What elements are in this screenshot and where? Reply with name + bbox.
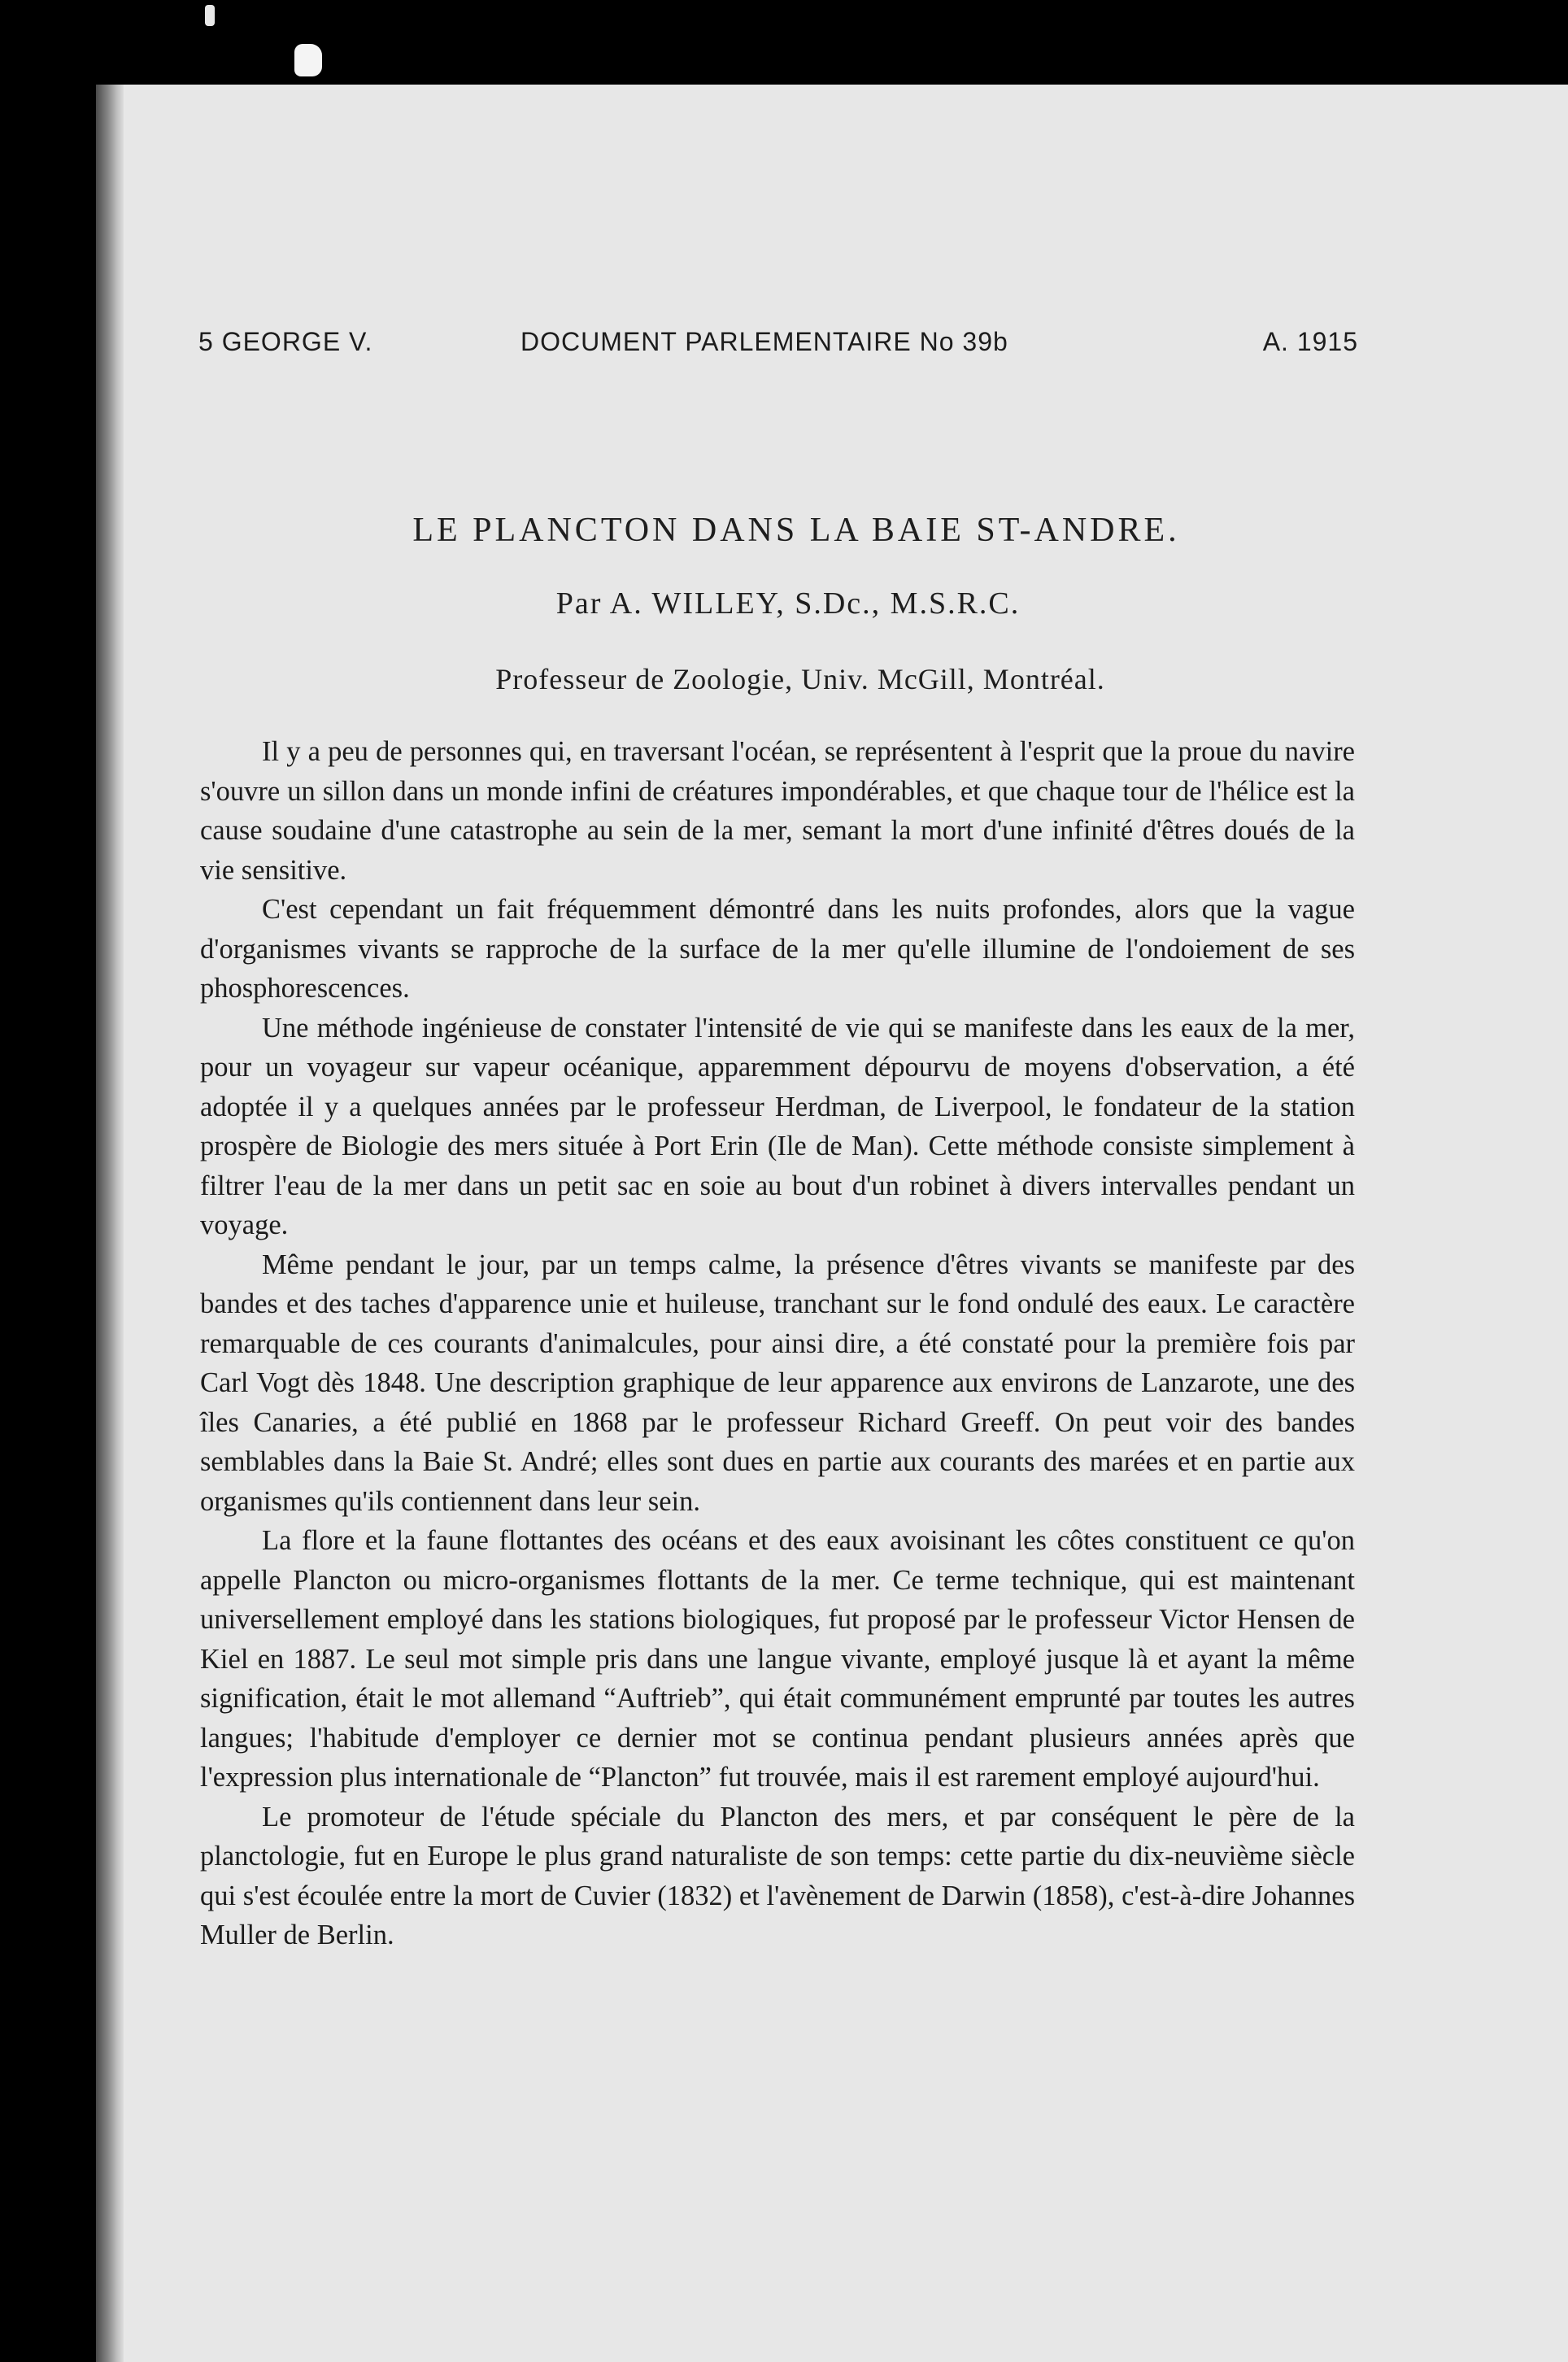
body-paragraph: Le promoteur de l'étude spéciale du Plancton des mers, et par conséquent le père de la planctologie, fut en Europe le plus grand naturaliste de son temps: cette partie du dix-neuvième siècle qui s'est écoulée entre la mort de Cuvier (1832) et l'avènement de Darwin (1858), c'est-à-dire Johannes Muller de Berlin.: [200, 1801, 1355, 1950]
body-paragraph: Il y a peu de personnes qui, en traversant l'océan, se représentent à l'esprit que la proue du navire s'ouvre un sillon dans un monde infini de créatures impondérables, et que chaque tour de l'hélice est la cause soudaine d'une catastrophe au sein de la mer, semant la mort d'une infinité d'êtres doués de la vie sensitive.: [200, 736, 1355, 886]
header-session: 5 GEORGE V.: [198, 327, 373, 356]
film-artifact-mark: [294, 44, 322, 76]
header-document-title: DOCUMENT PARLEMENTAIRE No 39b: [520, 327, 1008, 356]
body-paragraph: Une méthode ingénieuse de constater l'intensité de vie qui se manifeste dans les eaux de la mer, pour un voyageur sur vapeur océanique, apparemment dépourvu de moyens d'observation, a été adoptée il y a quelques années par le professeur Herdman, de Liverpool, le fondateur de la station prospère de Biologie des mers située à Port Erin (Ile de Man). Cette méthode consiste simplement à filtrer l'eau de la mer dans un petit sac en soie au bout d'un robinet à divers intervalles pendant un voyage.: [200, 1012, 1355, 1240]
article-title: LE PLANCTON DANS LA BAIE ST-ANDRE.: [412, 512, 1180, 549]
body-paragraph: C'est cependant un fait fréquemment démontré dans les nuits profondes, alors que la vague d'organismes vivants se rapproche de la surface de la mer qu'elle illumine de l'ondoiement de ses phosphorescences.: [200, 894, 1355, 1004]
film-artifact-mark: [205, 5, 215, 26]
body-paragraph: La flore et la faune flottantes des océans et des eaux avoisinant les côtes constituent ce qu'on appelle Plancton ou micro-organismes flottants de la mer. Ce terme technique, qui est maintenant universellement employé dans les stations biologiques, fut proposé par le professeur Victor Hensen de Kiel en 1887. Le seul mot simple pris dans une langue vivante, employé jusque là et ayant la même signification, était le mot allemand “Auftrieb”, qui était communément emprunté par toutes les autres langues; l'habitude d'employer ce dernier mot se continua pendant plusieurs années après que l'expression plus internationale de “Plancton” fut trouvée, mais il est rarement employé aujourd'hui.: [200, 1525, 1355, 1793]
article-author: Par A. WILLEY, S.Dc., M.S.R.C.: [555, 586, 1021, 621]
page-binding-edge: [96, 85, 124, 2362]
running-header: [198, 327, 1358, 376]
body-paragraph: Même pendant le jour, par un temps calme, la présence d'êtres vivants se manifeste par des bandes et des taches d'apparence unie et huileuse, tranchant sur le fond ondulé des eaux. Le caractère remarquable de ces courants d'animalcules, pour ainsi dire, a été constaté pour la première fois par Carl Vogt dès 1848. Une description graphique de leur apparence aux environs de Lanzarote, une des îles Canaries, a été publié en 1868 par le professeur Richard Greeff. On peut voir des bandes semblables dans la Baie St. André; elles sont dues en partie aux courants des marées et en partie aux organismes qu'ils contiennent dans leur sein.: [200, 1249, 1355, 1517]
header-year: A. 1915: [1262, 327, 1358, 356]
article-body: [200, 732, 1355, 1955]
article-affiliation: Professeur de Zoologie, Univ. McGill, Montréal.: [495, 663, 1105, 695]
